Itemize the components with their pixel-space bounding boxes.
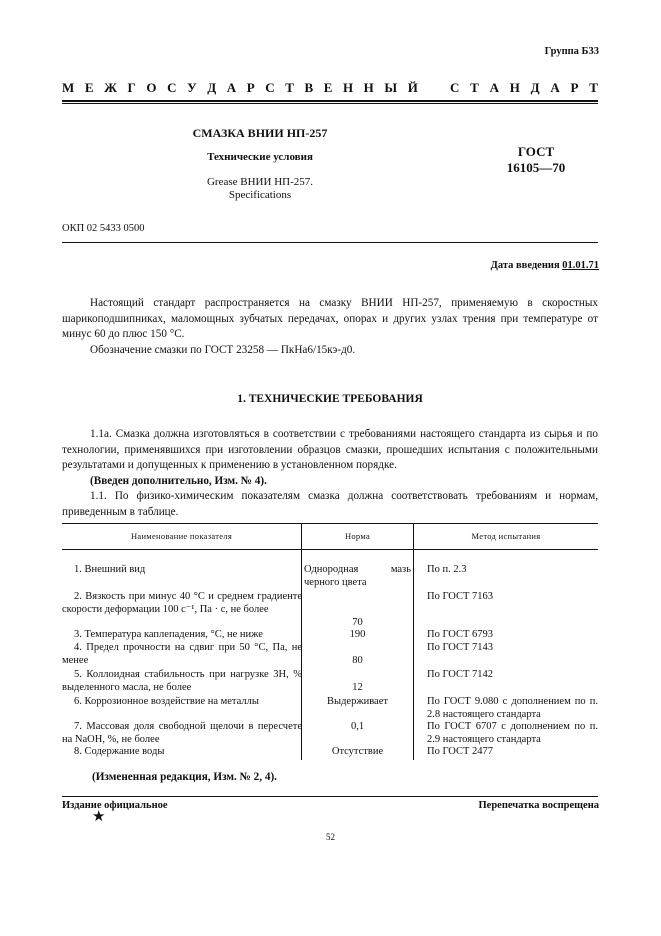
- table-cell-norm: 12: [352, 682, 363, 693]
- table-cell-indicator: 4. Предел прочности на сдвиг при 50 °С, Па, не менее: [62, 642, 302, 666]
- banner-letter: Н: [509, 80, 520, 95]
- star-icon: ★: [92, 809, 106, 825]
- banner-letter: Г: [127, 80, 136, 95]
- banner-letter: Н: [342, 80, 354, 95]
- table-header-method: Метод испытания: [471, 531, 541, 541]
- footer-rule: [62, 796, 598, 797]
- table-cell-method: По ГОСТ 6707 с дополнением по п. 2.9 настоящего стандарта: [427, 721, 598, 745]
- english-title: [120, 176, 400, 202]
- header-rule-top-thin: [62, 103, 598, 104]
- official-edition: Издание официальное: [62, 800, 168, 811]
- table-cell-indicator: 5. Коллоидная стабильность при нагрузке 3Н, % выделенного масла, не более: [62, 669, 302, 693]
- banner-letter: Ж: [104, 80, 117, 95]
- section-paragraphs: [62, 427, 598, 520]
- table-cell-indicator: 6. Коррозионное воздействие на металлы: [74, 696, 259, 707]
- table-cell-method: По п. 2.3: [427, 564, 467, 575]
- table-cell-method: По ГОСТ 7142: [427, 669, 494, 680]
- gost-label: ГОСТ: [517, 144, 555, 159]
- date-value: 01.01.71: [562, 260, 599, 271]
- banner-letter: С: [167, 80, 177, 95]
- banner-letter: Д: [207, 80, 217, 95]
- clause-1-1a-note: (Введен дополнительно, Изм. № 4).: [90, 474, 267, 487]
- document-subtitle: Технические условия: [207, 151, 313, 163]
- table-cell-method: По ГОСТ 7163: [427, 591, 494, 602]
- intro-designation: Обозначение смазки по ГОСТ 23258 — ПкНа6/15кэ-д0.: [90, 343, 356, 356]
- table-header-norm: Норма: [344, 531, 371, 541]
- table-cell-method: По ГОСТ 7143: [427, 642, 494, 653]
- banner-letter: Т: [470, 80, 479, 95]
- banner-letter: С: [265, 80, 275, 95]
- section-heading: 1. ТЕХНИЧЕСКИЕ ТРЕБОВАНИЯ: [237, 393, 423, 405]
- table-cell-method: По ГОСТ 6793: [427, 629, 494, 640]
- banner-letter: Т: [589, 80, 598, 95]
- banner-letter: Р: [570, 80, 579, 95]
- table-cell-indicator: 2. Вязкость при минус 40 °С и среднем градиенте скорости деформации 100 с⁻¹, Па · с, не более: [62, 591, 302, 615]
- intro-scope: Настоящий стандарт распространяется на смазку ВНИИ НП-257, применяемую в скоростных шарикоподшипниках, маломощных зубчатых передачах, опорах и других узлах трения при температуре от минус 60 до плюс 150 °С.: [62, 297, 598, 340]
- reprint-prohibited: Перепечатка воспрещена: [478, 800, 599, 811]
- table-cell-norm: 70: [352, 617, 363, 628]
- banner-letter: Ы: [384, 80, 398, 95]
- english-subtitle-line: Specifications: [228, 189, 292, 201]
- banner-letter: О: [146, 80, 157, 95]
- banner-letter: Т: [285, 80, 294, 95]
- gost-designation: [500, 144, 572, 176]
- table-cell-indicator: 8. Содержание воды: [74, 746, 165, 757]
- banner-letter: Д: [530, 80, 540, 95]
- banner-letter: Н: [363, 80, 374, 95]
- banner-letter: А: [226, 80, 237, 95]
- introduction-date: [491, 260, 599, 271]
- table-header-rule: [62, 549, 598, 550]
- page-number: 52: [326, 832, 335, 842]
- okp-code: ОКП 02 5433 0500: [62, 223, 145, 234]
- table-col-divider-2: [413, 523, 414, 760]
- table-cell-norm: Отсутствие: [331, 746, 384, 757]
- banner-letter: А: [550, 80, 560, 95]
- banner-letter: В: [304, 80, 314, 95]
- document-title: СМАЗКА ВНИИ НП-257: [192, 126, 328, 140]
- table-cell-indicator: 1. Внешний вид: [74, 564, 146, 575]
- clause-1-1: 1.1. По физико-химическим показателям смазка должна соответствовать требованиям и нормам, приведенным в таблице.: [62, 490, 598, 518]
- banner-letter: С: [450, 80, 460, 95]
- table-cell-indicator: 3. Температура каплепадения, °С, не ниже: [74, 629, 263, 640]
- banner-word-interstate: [62, 80, 418, 96]
- table-cell-norm: 0,1: [350, 721, 365, 732]
- banner-letter: Р: [246, 80, 255, 95]
- okp-rule: [62, 242, 598, 243]
- date-label: Дата введения: [490, 260, 560, 271]
- gost-number: 16105—70: [506, 160, 566, 175]
- table-cell-method: По ГОСТ 9.080 с дополнением по п. 2.8 настоящего стандарта: [427, 696, 598, 720]
- banner-letter: У: [187, 80, 197, 95]
- table-cell-norm: Однородная мазь черного цвета: [304, 564, 411, 588]
- intro-paragraphs: [62, 296, 598, 358]
- edit-note: (Измененная редакция, Изм. № 2, 4).: [92, 771, 277, 783]
- table-cell-indicator: 7. Массовая доля свободной щелочи в пересчете на NaOH, %, не более: [62, 721, 302, 745]
- clause-1-1a: 1.1а. Смазка должна изготовляться в соответствии с требованиями настоящего стандарта из сырья и по технологии, применявшихся при изготовлении образцов смазки, прошедших испытания с положительными результатами и допущенных к применению в установленном порядке.: [62, 428, 598, 471]
- banner-letter: А: [489, 80, 499, 95]
- banner-letter: Е: [84, 80, 94, 95]
- table-cell-norm: 80: [352, 655, 363, 666]
- banner-letter: М: [62, 80, 75, 95]
- english-title-line: Grease ВНИИ НП-257.: [206, 176, 313, 188]
- banner-letter: Й: [407, 80, 418, 95]
- group-code: Группа Б33: [544, 46, 599, 57]
- table-header-name: Наименование показателя: [130, 531, 233, 541]
- header-rule-top: [62, 100, 598, 102]
- table-cell-method: По ГОСТ 2477: [427, 746, 494, 757]
- table-cell-norm: Выдерживает: [327, 696, 388, 707]
- banner-word-standard: [450, 80, 598, 96]
- banner-letter: Е: [323, 80, 333, 95]
- table-cell-norm: 190: [349, 629, 366, 640]
- standard-banner: [62, 80, 598, 96]
